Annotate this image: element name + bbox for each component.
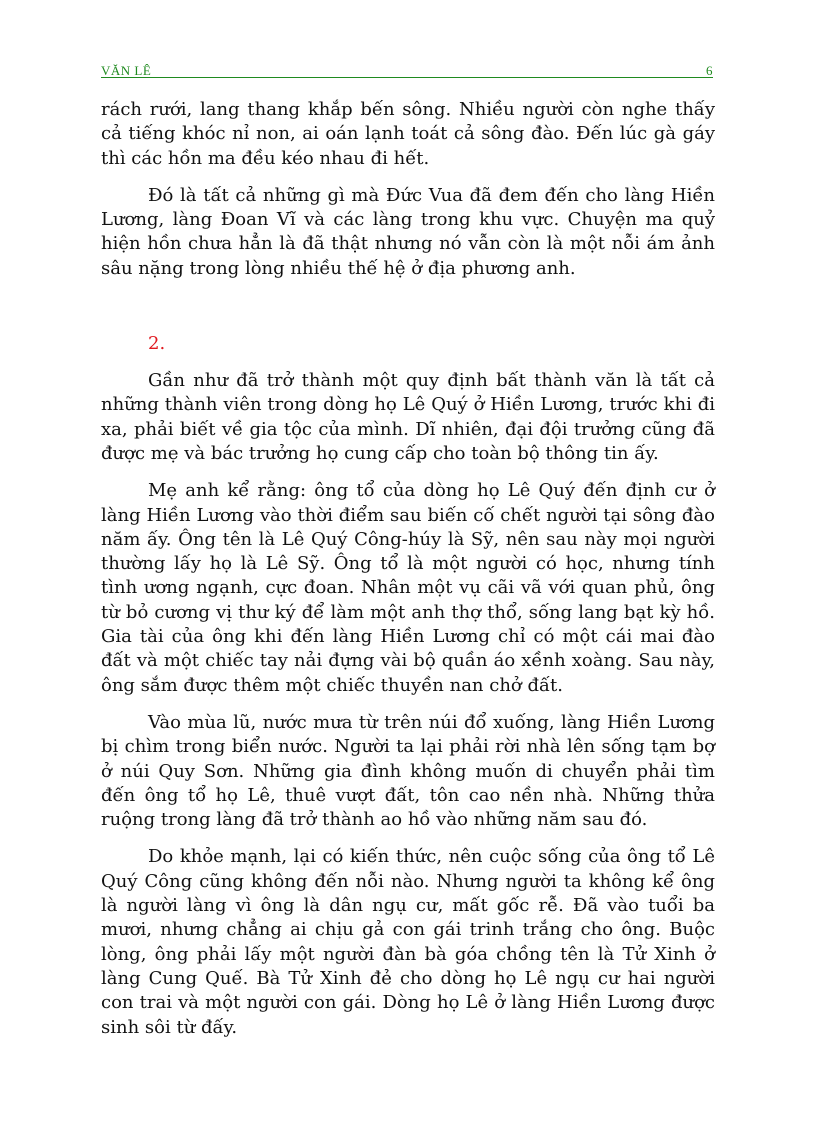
running-header <box>101 60 713 80</box>
section-number: 2. <box>148 333 166 355</box>
header-author: VĂN LÊ <box>101 63 152 78</box>
header-page-number: 6 <box>706 63 713 78</box>
paragraph: Do khỏe mạnh, lại có kiến thức, nên cuộc sống của ông tổ Lê Quý Công cũng không đến nỗi nào. Nhưng người ta không kể ông là người làng vì ông là dân ngụ cư, mất gốc rễ. Đã vào tuổi ba mươi, nhưng chẳng ai chịu gả con gái trinh trắng cho ông. Buộc lòng, ông phải lấy một người đàn bà góa chồng tên là Tử Xinh ở làng Cung Quế. Bà Tử Xinh đẻ cho dòng họ Lê ngụ cư hai người con trai và một người con gái. Dòng họ Lê ở làng Hiền Lương được sinh sôi từ đấy. <box>101 846 715 1038</box>
paragraph: Gần như đã trở thành một quy định bất thành văn là tất cả những thành viên trong dòng họ Lê Quý ở Hiền Lương, trước khi đi xa, phải biết về gia tộc của mình. Dĩ nhiên, đại đội trưởng cũng đã được mẹ và bác trưởng họ cung cấp cho toàn bộ thông tin ấy. <box>101 370 715 464</box>
paragraph: Mẹ anh kể rằng: ông tổ của dòng họ Lê Quý đến định cư ở làng Hiền Lương vào thời điểm sau biến cố chết người tại sông đào năm ấy. Ông tên là Lê Quý Công-húy là Sỹ, nên sau này mọi người thường lấy họ là Lê Sỹ. Ông tổ là một người có học, nhưng tính tình ương ngạnh, cực đoan. Nhân một vụ cãi vã với quan phủ, ông từ bỏ cương vị thư ký để làm một anh thợ thổ, sống lang bạt kỳ hồ. Gia tài của ông khi đến làng Hiền Lương chỉ có một cái mai đào đất và một chiếc tay nải đựng vài bộ quần áo xềnh xoàng. Sau này, ông sắm được thêm một chiếc thuyền nan chở đất. <box>101 480 715 696</box>
paragraph-continued: rách rưới, lang thang khắp bến sông. Nhiều người còn nghe thấy cả tiếng khóc nỉ non, ai oán lạnh toát cả sông đào. Đến lúc gà gáy thì các hồn ma đều kéo nhau đi hết. <box>101 99 715 169</box>
header-rule <box>101 77 713 78</box>
body-text <box>101 98 715 1053</box>
paragraph: Đó là tất cả những gì mà Đức Vua đã đem đến cho làng Hiền Lương, làng Đoan Vĩ và các làng trong khu vực. Chuyện ma quỷ hiện hồn chưa hẳn là đã thật nhưng nó vẫn còn là một nỗi ám ảnh sâu nặng trong lòng nhiều thế hệ ở địa phương anh. <box>101 184 715 279</box>
paragraph: Vào mùa lũ, nước mưa từ trên núi đổ xuống, làng Hiền Lương bị chìm trong biển nước. Người ta lại phải rời nhà lên sống tạm bợ ở núi Quy Sơn. Những gia đình không muốn di chuyển phải tìm đến ông tổ họ Lê, thuê vượt đất, tôn cao nền nhà. Những thửa ruộng trong làng đã trở thành ao hồ vào những năm sau đó. <box>101 711 715 831</box>
